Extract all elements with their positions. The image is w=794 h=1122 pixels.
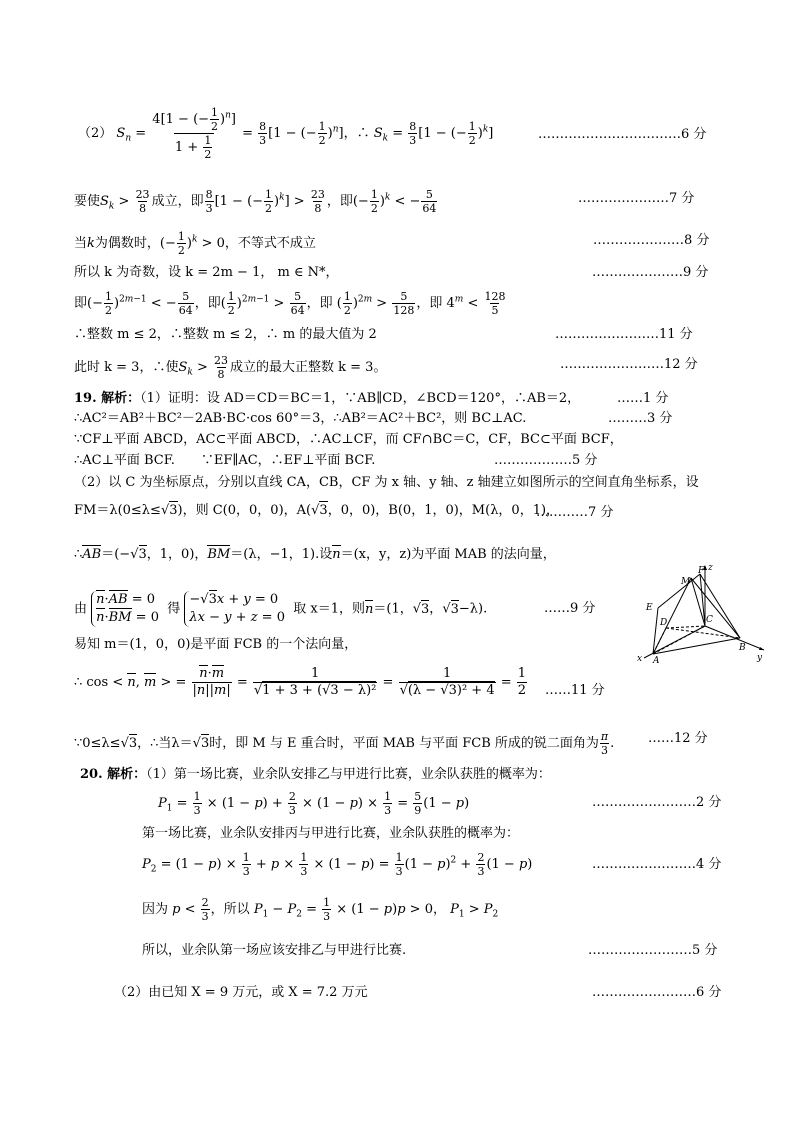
q19-points-3: ………3 分 [608,411,673,426]
q19-points-5: ………………5 分 [494,453,598,468]
q19-points-1: ……1 分 [617,391,669,406]
points-9: …………………9 分 [592,265,709,280]
q19-points-12: ……12 分 [648,731,708,746]
label-M: M [681,577,691,587]
q19-line-1: 19. 解析：（1）证明：设 AD＝CD＝BC＝1，∵AB∥CD，∠BCD＝120°，∴AB＝2， [74,391,581,406]
line-inequalities: 即(− $\frac{1}{2}$ )$^{2m-1}$ < − $\frac{5}{64}$ ，即( $\frac{1}{2}$ )$^{2m-1}$ > $\frac{5}{64}$ ，即 ( $\frac{1}{2}$ )$^{2m}$ > $\frac{5}{128}$ ，即 $4^m$ < $\frac{128}{5}$ [74,290,506,317]
q19-line-5: （2）以 C 为坐标原点，分别以直线 CA，CB，CF 为 x 轴、y 轴、z 轴建立如图所示的空间直角坐标系，设 [74,475,699,490]
label-B: B [739,643,746,653]
q19-line-9: 易知 m＝(1，0，0)是平面 FCB 的一个法向量， [74,637,358,652]
points-11: ……………………11 分 [555,327,693,342]
q20-p2-formula: $P_2 = (1 - p)$ × $\frac{1}{3}$ + p × $\frac{1}{3}$ × (1 − p) = $\frac{1}{3}$ $(1 - p)^2$ + $\frac{2}{3}$ (1 − p) [142,851,533,878]
q20-line-7: （2）由已知 X = 9 万元，或 X = 7.2 万元 [114,985,368,1000]
q19-points-7: …………7 分 [536,505,614,520]
line-odd-case: 所以 k 为奇数，设 k = 2m − 1， m ∈ N*， [74,265,339,280]
q19-line-3: ∵CF⊥平面 ABCD，AC⊂平面 ABCD，∴AC⊥CF，而 CF∩BC＝C，CF，BC⊂平面 BCF， [74,432,623,447]
label-D: D [660,618,668,628]
label-y: y [757,653,763,663]
coordinate-figure [636,562,768,666]
q19-line-11: ∵0≤λ≤√3，∴当λ＝√3时，即 M 与 E 重合时，平面 MAB 与平面 FCB 所成的锐二面角为 $\frac{\pi}{3}$ . [74,730,615,757]
line-condition: 要使$S_k$ > $\frac{23}{8}$ 成立，即 $\frac{8}{3}$ [1 − (− $\frac{1}{2}$ )$^k$] > $\frac{23}{8}$ ，即(− $\frac{1}{2}$ )$^k$ < − $\frac{5}{64}$ [74,188,437,215]
q19-line-8: 由 n·AB = 0 n·BM = 0 得 −√3x + y = 0 λx − y + z = 0 取 x＝1，则n＝(1，√3，√3−λ). [74,592,488,625]
label-z: z [708,563,713,573]
line-integer-m: ∴整数 m ≤ 2，∴整数 m ≤ 2，∴ m 的最大值为 2 [74,327,377,342]
line-conclusion-k: 此时 k = 3，∴使$S_k$ > $\frac{23}{8}$ 成立的最大正整数 k = 3。 [74,354,387,381]
q20-line-5: 因为 p < $\frac{2}{3}$ ，所以 $P_1 - P_2$ = $\frac{1}{3}$ × (1 − p)p > 0， $P_1 > P_2$ [142,896,499,923]
label-C: C [706,615,713,625]
q20-line-1: 20. 解析：（1）第一场比赛，业余队安排乙与甲进行比赛，业余队获胜的概率为： [80,767,551,782]
label-F: F [698,566,705,576]
q20-points-2: ……………………2 分 [592,795,722,810]
q20-points-4: ……………………4 分 [592,857,722,872]
system-2: −√3x + y = 0 λx − y + z = 0 [184,591,285,627]
q19-line-10: ∴ cos < n, m > = $\frac{n\cdot m}{|n||m|}$ = $\frac{1}{\text{√1 + 3 + (√3 − λ)²}}$ = $\frac{1}{\text{√(λ − √3)² + 4}}$ = $\frac{1}{2}$ [74,666,527,698]
q20-p1-formula: $P_1$ = $\frac{1}{3}$ × (1 − p) + $\frac{2}{3}$ × (1 − p) × $\frac{1}{3}$ = $\frac{5}{9}$ (1 − p) [158,790,470,817]
q20-points-6: ……………………6 分 [592,985,722,1000]
q19-points-9: ……9 分 [544,601,596,616]
q19-line-2: ∴AC²＝AB²＋BC²－2AB·BC·cos 60°＝3，∴AB²＝AC²＋BC²，则 BC⊥AC. [74,411,527,426]
q19-line-6: FM＝λ(0≤λ≤√3)，则 C(0，0，0)，A(√3，0，0)，B(0，1，0)，M(λ，0，1)， [74,503,560,518]
system-1: n·AB = 0 n·BM = 0 [91,591,159,627]
points-7: …………………7 分 [578,191,695,206]
line-even-case: 当k为偶数时，(− $\frac{1}{2}$ )$^k$ > 0，不等式不成立 [74,230,316,257]
sn-fraction: 4[1 − (− $\frac{1}{2}$ )$^n$] 1 + $\frac{1}{2}$ [152,106,236,161]
label-x: x [637,654,643,664]
label-A: A [653,656,660,666]
q20-line-3: 第一场比赛，业余队安排丙与甲进行比赛，业余队获胜的概率为： [142,826,520,841]
line-sn-formula: （2） $S_n$ = 4[1 − (− $\frac{1}{2}$ )$^n$] 1 + $\frac{1}{2}$ = $\frac{8}{3}$ [1 − (− $\frac{1}{2}$ )$^n$]，∴ $S_k$ = $\frac{8}{3}$ [1 − (− $\frac{1}{2}$ )$^k$] [78,106,494,161]
points-12: ……………………12 分 [560,357,698,372]
label-E: E [646,603,653,613]
q19-points-11: ……11 分 [545,683,605,698]
points-8: …………………8 分 [593,233,710,248]
q19-line-7: ∴AB＝(−√3，1，0)，BM＝(λ，−1，1).设n＝(x，y，z)为平面 MAB 的法向量， [74,547,556,562]
q19-line-4: ∴AC⊥平面 BCF. ∵EF∥AC，∴EF⊥平面 BCF. [74,453,376,468]
q20-line-6: 所以，业余队第一场应该安排乙与甲进行比赛. [142,943,407,958]
points-6: ……………………………6 分 [538,127,707,142]
q20-points-5: ……………………5 分 [588,943,718,958]
